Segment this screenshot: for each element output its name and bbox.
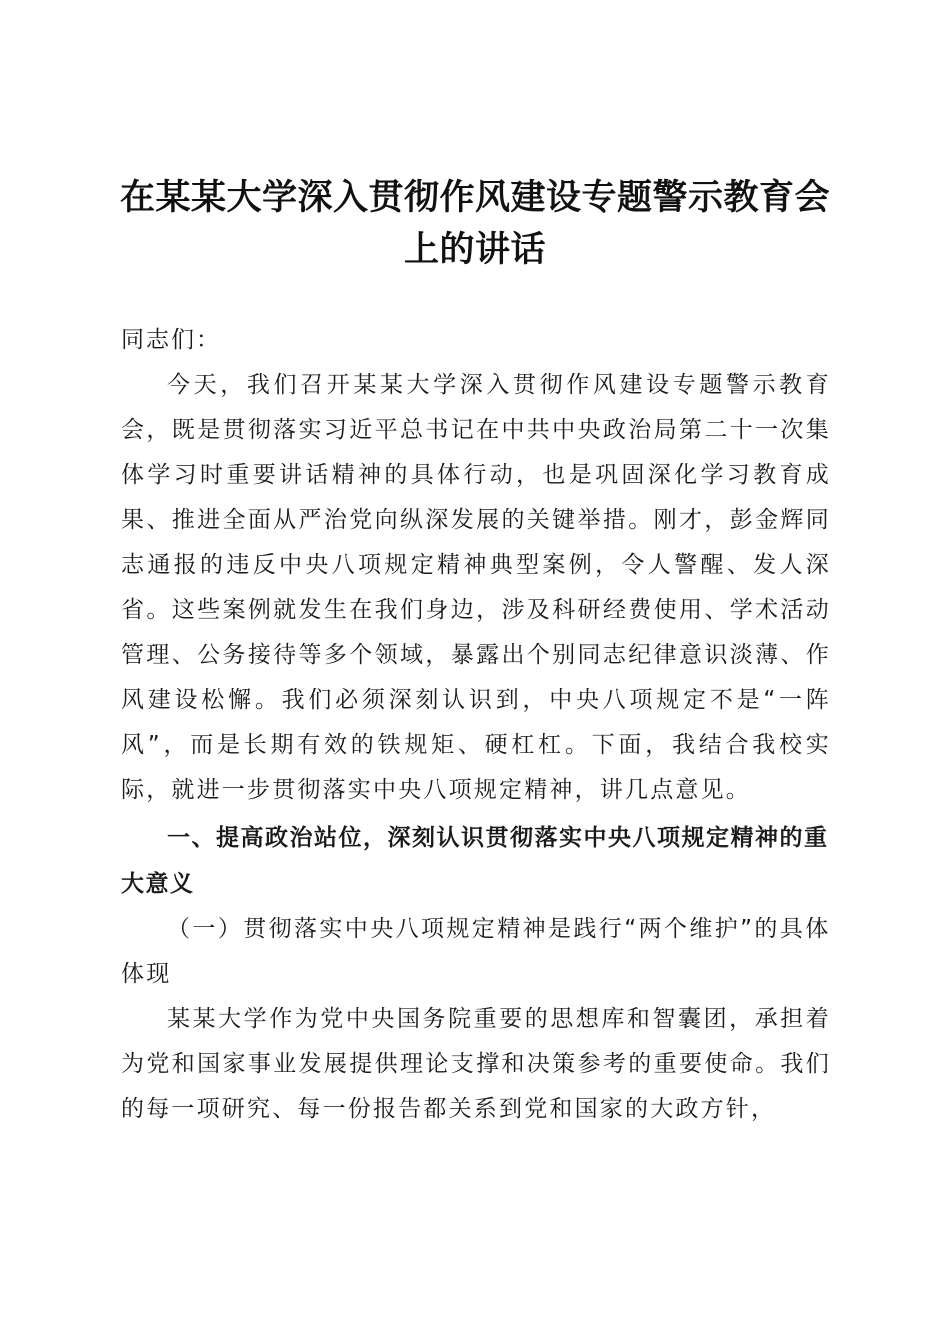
salutation: 同志们： <box>121 327 221 353</box>
intro-paragraph: 今天，我们召开某某大学深入贯彻作风建设专题警示教育会，既是贯彻落实习近平总书记在中共中央政治局第二十一次集体学习时重要讲话精神的具体行动，也是巩固深化学习教育成果、推进全面从严治党向纵深发展的关键举措。刚才，彭金辉同志通报的违反中央八项规定精神典型案例，令人警醒、发人深省。这些案例就发生在我们身边，涉及科研经费使用、学术活动管理、公务接待等多个领域，暴露出个别同志纪律意识淡薄、作风建设松懈。我们必须深刻认识到，中央八项规定不是“一阵风”，而是长期有效的铁规矩、硬杠杠。下面，我结合我校实际，就进一步贯彻落实中央八项规定精神，讲几点意见。 <box>121 372 831 803</box>
section-heading-1: 一、提高政治站位，深刻认识贯彻落实中央八项规定精神的重大意义 <box>121 825 829 897</box>
title-line-1: 在某某大学深入贯彻作风建设专题警示教育会 <box>119 177 830 218</box>
subsection-heading-1: （一）贯彻落实中央八项规定精神是践行“两个维护”的具体体现 <box>121 916 831 987</box>
subsection-paragraph-1: 某某大学作为党中央国务院重要的思想库和智囊团，承担着为党和国家事业发展提供理论支撑和决策参考的重要使命。我们的每一项研究、每一份报告都关系到党和国家的大政方针， <box>121 1006 831 1122</box>
title-line-2: 上的讲话 <box>403 229 546 270</box>
document-body <box>121 318 831 1132</box>
document-title <box>110 172 840 276</box>
